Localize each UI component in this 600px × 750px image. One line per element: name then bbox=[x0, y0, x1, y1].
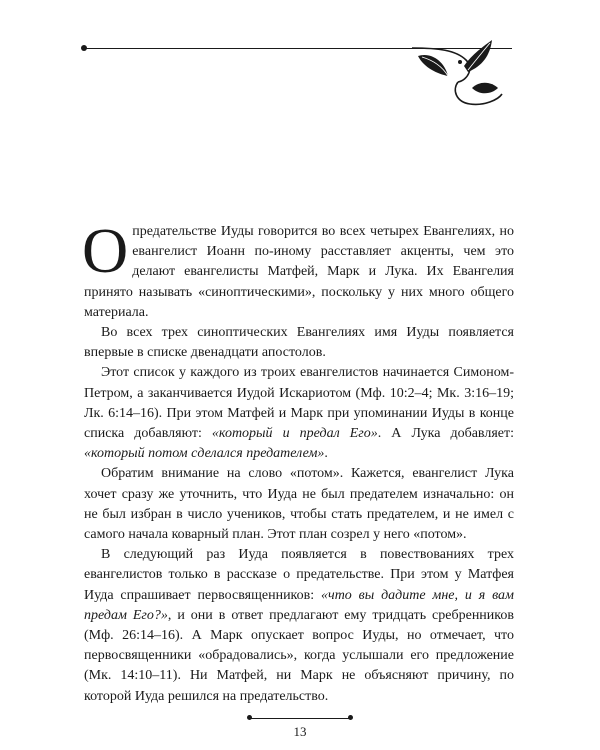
italic-quote: «что вы дадите мне, и я вам предам Его?» bbox=[84, 587, 514, 623]
italic-quote: «который потом сделался предателем» bbox=[84, 446, 325, 462]
text-run: Обратим внимание на слово «потом». Кажется, евангелист Лука хочет сразу же уточнить, что Иуда не был предателем изначально: он не был избран в число учеников, чтобы стать предателем, и не имел с самого начала коварный план. Этот план созрел у него «потом». bbox=[84, 466, 514, 543]
italic-quote: «который и предал Его» bbox=[211, 426, 378, 442]
main-text bbox=[82, 215, 514, 707]
text-run: предательстве Иуды говорится во всех четырех Евангелиях, но евангелист Иоанн по-иному расставляет акценты, чем это делают евангелисты Матфей, Марк и Лука. Их Евангелия принято называть «синоптическими», поскольку у них много общего материала. bbox=[84, 224, 514, 320]
text-run: Во всех трех синоптических Евангелиях имя Иуды появляется впервые в списке двенадцати апостолов. bbox=[84, 325, 514, 361]
text-run: . А Лука добавляет: bbox=[377, 426, 514, 442]
drop-cap: О bbox=[82, 215, 129, 286]
footer-rule bbox=[250, 718, 350, 719]
paragraph bbox=[84, 323, 514, 363]
leaf-ornament-icon bbox=[408, 36, 518, 110]
rule-end-dot bbox=[81, 45, 87, 51]
footer-dot bbox=[348, 715, 353, 720]
paragraph bbox=[84, 363, 514, 464]
text-run: , и они в ответ предлагают ему тридцать сребренников (Мф. 26:14–16). А Марк опускает вопрос Иуды, но отмечает, что первосвященники «обрадовались», когда услышали его предложение (Мк. 14:10–11). Ни Матфей, ни Марк не объясняют причину, по которой Иуда решился на предательство. bbox=[84, 607, 514, 704]
paragraph bbox=[84, 545, 514, 707]
paragraph bbox=[82, 215, 514, 323]
page-footer bbox=[250, 715, 350, 743]
page-number: 13 bbox=[293, 724, 307, 739]
footer-dot bbox=[247, 715, 252, 720]
text-run: Этот список у каждого из троих евангелистов начинается Симоном-Петром, а заканчивается Иудой Искариотом (Мф. 10:2–4; Мк. 3:16–19; Лк. 6:14–16). При этом Матфей и Марк при упоминании Иуды в конце списка добавляют: bbox=[84, 365, 514, 442]
text-run: . bbox=[324, 446, 328, 462]
paragraph bbox=[84, 464, 514, 545]
text-run: В следующий раз Иуда появляется в повествованиях трех евангелистов только в рассказе о предательстве. При этом у Матфея Иуда спрашивает первосвященников: bbox=[84, 547, 514, 603]
